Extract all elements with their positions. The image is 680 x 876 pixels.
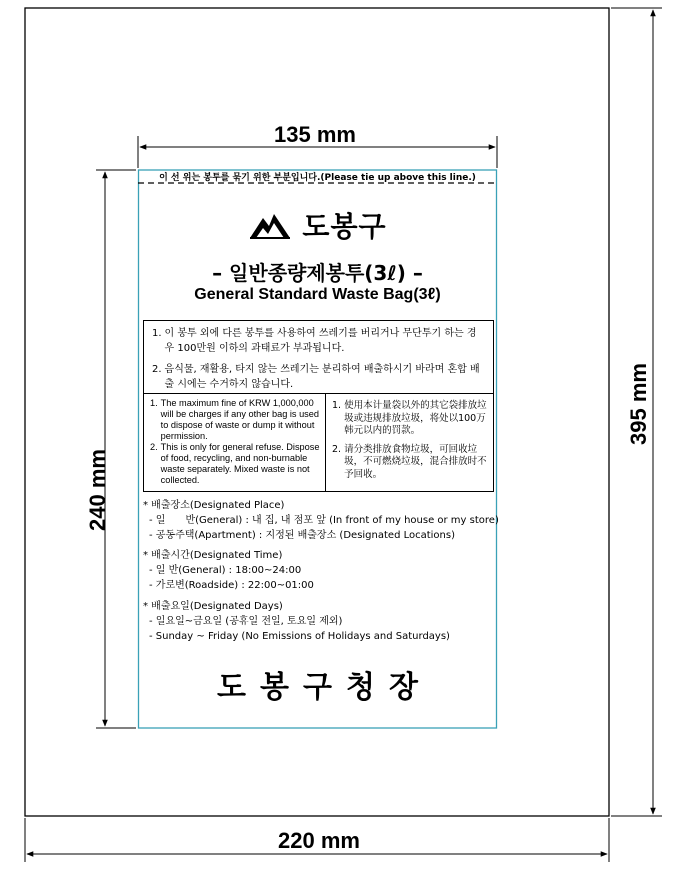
notice-text: 使用本计量袋以外的其它袋排放垃圾或违规排放垃圾，将处以100万韩元以内的罚款。	[344, 400, 487, 436]
bag-title-korean: – 일반종량제봉투(3ℓ) –	[212, 261, 423, 285]
designated-days-section	[143, 599, 450, 644]
section-line: - 공동주택(Apartment) : 지정된 배출장소 (Designated Locations)	[149, 530, 455, 541]
tie-line-text: 이 선 위는 봉투를 묶기 위한 부분입니다.(Please tie up above this line.)	[159, 173, 476, 183]
outer-width-label: 220 mm	[278, 828, 360, 853]
notice-number: 1.	[332, 400, 342, 411]
notice-chinese-item	[332, 400, 489, 438]
section-heading: * 배출시간(Designated Time)	[143, 550, 283, 561]
section-line: - Sunday ~ Friday (No Emissions of Holidays and Saturdays)	[149, 631, 450, 642]
notice-korean	[144, 321, 493, 394]
section-line: - 가로변(Roadside) : 22:00~01:00	[149, 580, 314, 591]
section-heading: * 배출요일(Designated Days)	[143, 601, 283, 612]
notice-number: 2.	[150, 442, 158, 452]
notice-english	[144, 394, 326, 491]
notice-number: 1.	[150, 398, 158, 408]
notice-number: 1.	[152, 328, 162, 339]
section-heading: * 배출장소(Designated Place)	[143, 500, 285, 511]
bag-width-label: 135 mm	[274, 122, 356, 147]
notice-box	[143, 320, 494, 492]
notice-text: The maximum fine of KRW 1,000,000 will be charges if any other bag is used to dispose of waste or dump it without permission.	[160, 398, 319, 441]
mountain-logo-icon	[248, 210, 292, 240]
section-line: - 일 반(General) : 내 집, 내 점포 앞 (In front of my house or my store)	[149, 515, 499, 526]
notice-chinese-item	[332, 444, 489, 482]
notice-number: 2.	[332, 443, 342, 455]
notice-text: 请分类排放食物垃圾，可回收垃圾，不可燃烧垃圾，混合排放时不予回收。	[344, 443, 487, 480]
section-line: - 일요일~금요일 (공휴일 전일, 토요일 제외)	[149, 616, 343, 627]
notice-english-item	[150, 442, 321, 486]
bag-height-label: 240 mm	[85, 449, 110, 531]
notice-text: 이 봉투 외에 다른 봉투를 사용하여 쓰레기를 버리거나 무단투기 하는 경우 100만원 이하의 과태료가 부과됩니다.	[164, 328, 477, 354]
bag-title-english: General Standard Waste Bag(3ℓ)	[194, 286, 441, 303]
notice-english-item	[150, 398, 321, 442]
notice-chinese	[326, 394, 493, 491]
designated-time-section	[143, 548, 314, 593]
notice-korean-item	[152, 326, 485, 356]
notice-text: This is only for general refuse. Dispose of food, recycling, and non-burnable waste separately. Mixed waste is not collected.	[160, 442, 320, 485]
notice-text: 음식물, 재활용, 타지 않는 쓰레기는 분리하여 배출하시기 바라며 혼합 배출 시에는 수거하지 않습니다.	[164, 364, 480, 390]
notice-number: 2.	[152, 364, 162, 375]
notice-korean-item	[152, 362, 485, 392]
district-name: 도봉구	[302, 210, 387, 243]
section-line: - 일 반(General) : 18:00~24:00	[149, 565, 302, 576]
outer-height-label: 395 mm	[626, 363, 651, 445]
district-logo	[139, 205, 496, 245]
district-office-name: 도봉구청장	[217, 670, 432, 705]
designated-place-section	[143, 498, 499, 543]
